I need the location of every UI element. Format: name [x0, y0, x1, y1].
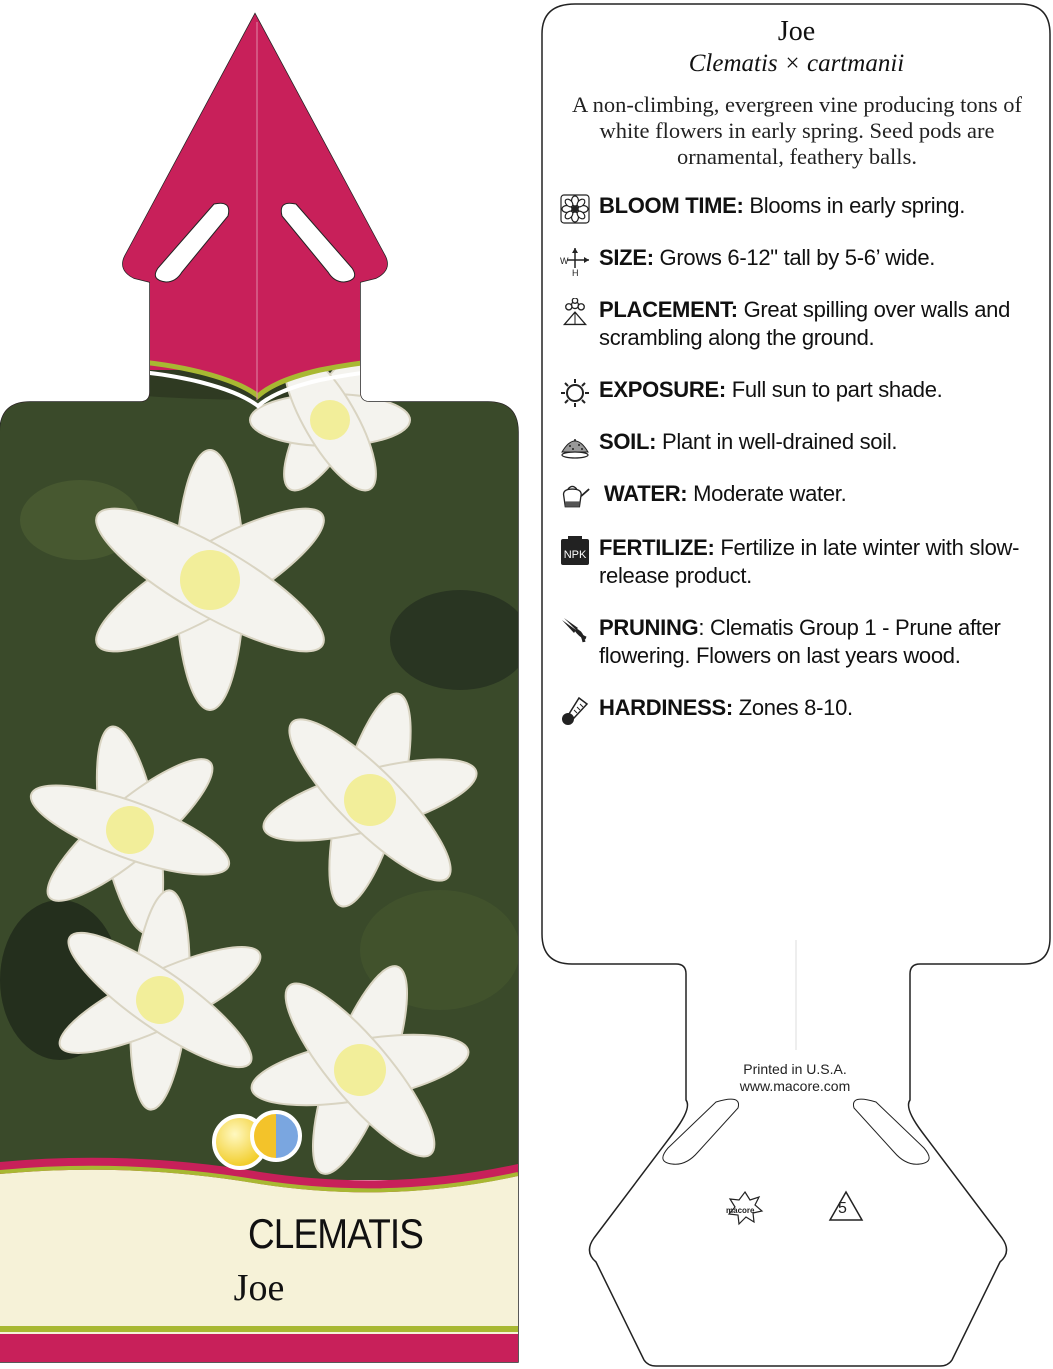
svg-text:W: W: [560, 256, 569, 266]
plant-description: A non-climbing, evergreen vine producing tons of white flowers in early spring. Seed pods are ornamental, feathery balls.: [571, 92, 1023, 169]
brand-name: CLEMATIS: [248, 1210, 424, 1257]
macore-logo-text: macore: [726, 1206, 755, 1215]
plant-title: Joe: [777, 16, 816, 47]
pruning-shears-icon: [560, 616, 590, 646]
flower-photo: [0, 338, 530, 1184]
sun-icon: [560, 378, 590, 408]
printed-in-label: Printed in U.S.A.: [743, 1061, 847, 1077]
website-label: www.macore.com: [739, 1078, 851, 1094]
latin-name: Clematis × cartmanii: [688, 50, 905, 77]
svg-text:NPK: NPK: [563, 549, 587, 561]
svg-text:H: H: [572, 268, 579, 276]
fertilizer-icon: [560, 536, 590, 566]
recycle-number: 5: [838, 1200, 847, 1217]
watering-can-icon: [560, 482, 590, 512]
printed-info: [680, 1061, 910, 1095]
flower-icon: [560, 194, 590, 224]
size-arrows-icon: [560, 246, 590, 276]
variety-name: Joe: [233, 1267, 285, 1309]
soil-icon: [560, 430, 590, 460]
thermometer-icon: [560, 696, 590, 726]
placement-icon: [560, 298, 590, 328]
